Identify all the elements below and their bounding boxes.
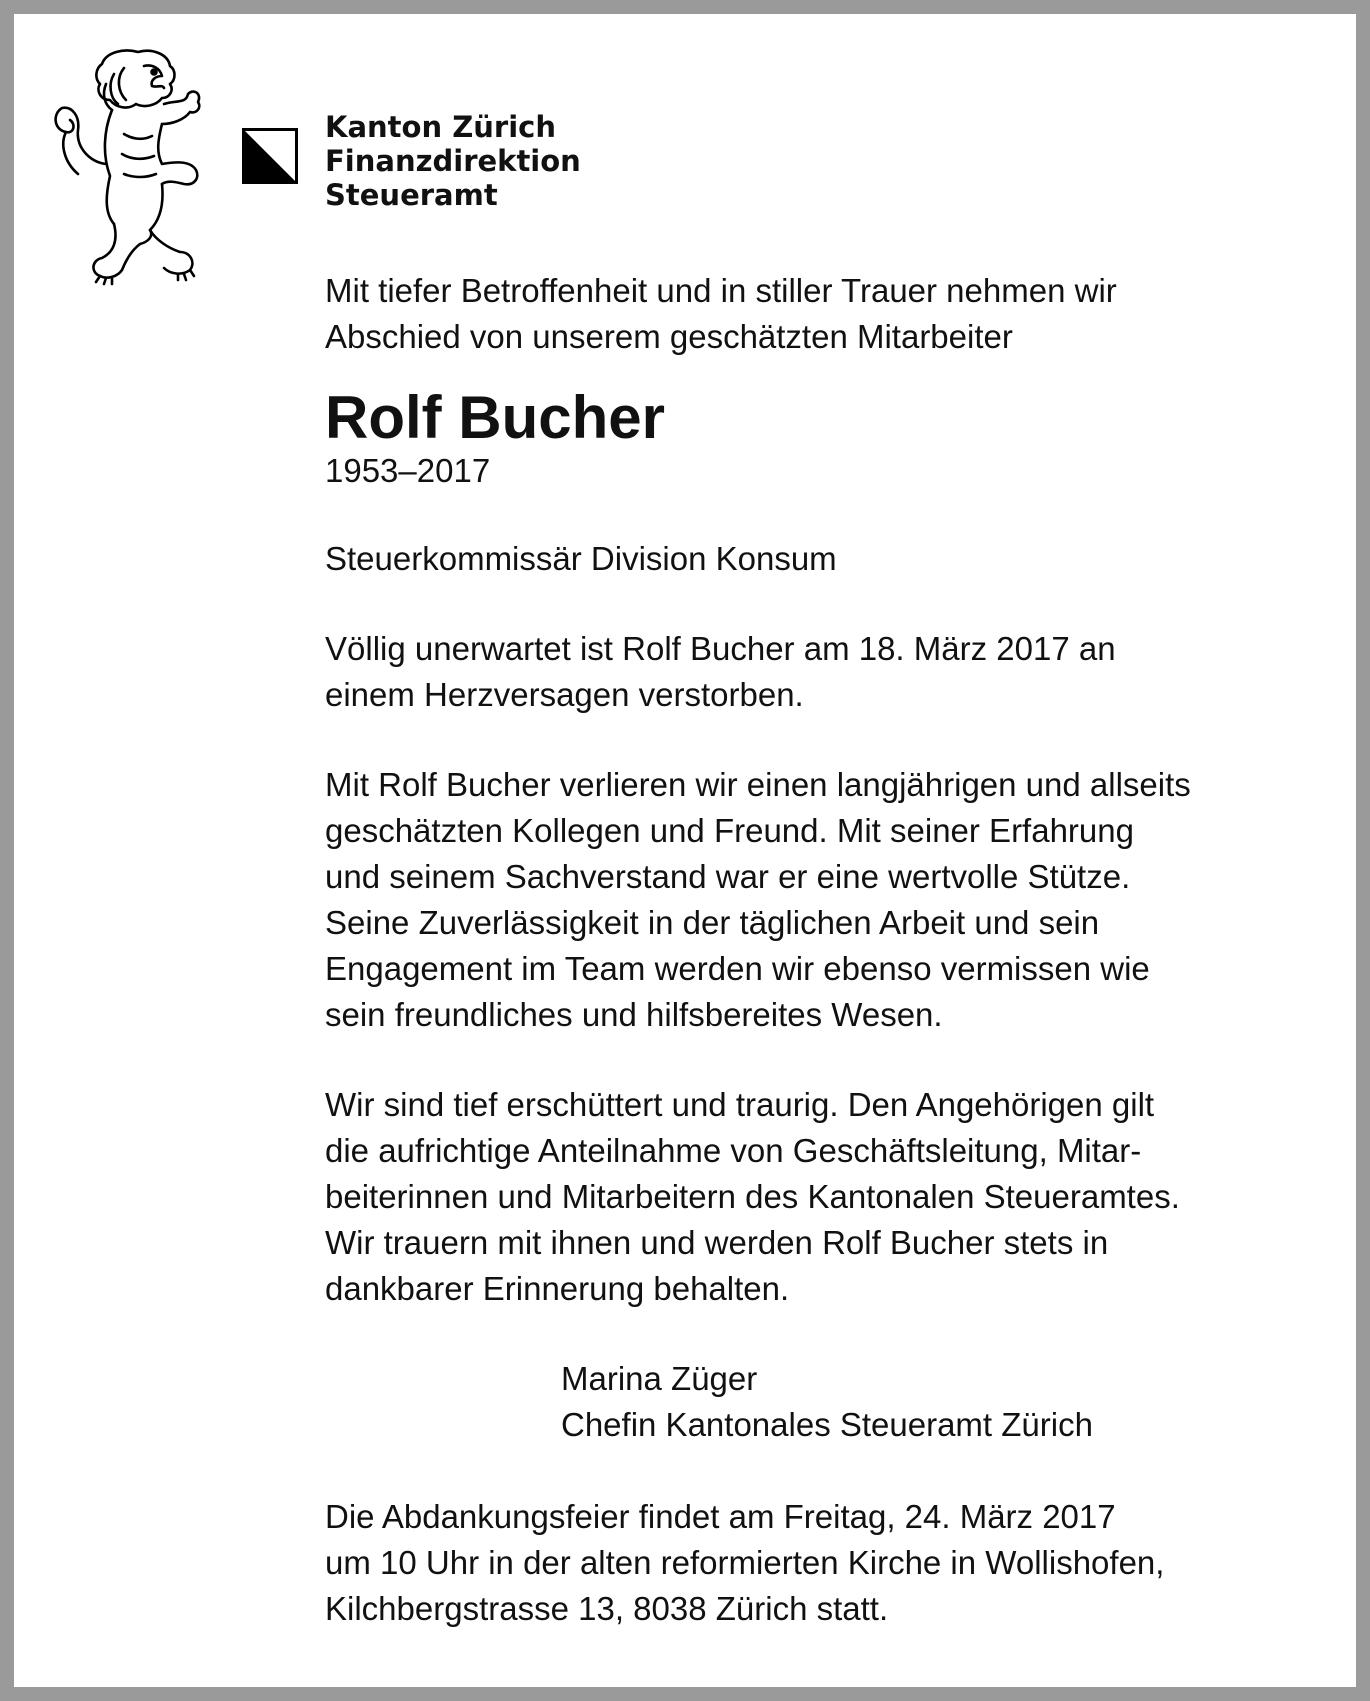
condolence-paragraph	[325, 1082, 1345, 1312]
position-title: Steuerkommissär Division Konsum	[325, 540, 837, 577]
service-paragraph	[325, 1494, 1345, 1632]
paragraph-line: einem Herzversagen verstorben.	[325, 676, 804, 713]
org-directorate: Finanzdirektion	[325, 144, 581, 178]
obituary-text	[325, 268, 1345, 1632]
obituary-page	[14, 14, 1356, 1687]
paragraph-line: Mit Rolf Bucher verlieren wir einen langjährigen und allseits	[325, 766, 1191, 803]
organization-name	[325, 110, 581, 212]
intro-line: Mit tiefer Betroffenheit und in stiller Trauer nehmen wir	[325, 272, 1117, 309]
paragraph-line: um 10 Uhr in der alten reformierten Kirche in Wollishofen,	[325, 1544, 1165, 1581]
death-paragraph	[325, 626, 1345, 718]
paragraph-line: Engagement im Team werden wir ebenso vermissen wie	[325, 950, 1150, 987]
org-office: Steueramt	[325, 178, 498, 212]
signature-name: Marina Züger	[561, 1360, 758, 1397]
org-canton: Kanton Zürich	[325, 110, 556, 144]
paragraph-line: und seinem Sachverstand war er eine wertvolle Stütze.	[325, 858, 1131, 895]
zurich-flag-icon	[242, 128, 298, 184]
tribute-paragraph	[325, 762, 1345, 1038]
paragraph-line: Seine Zuverlässigkeit in der täglichen Arbeit und sein	[325, 904, 1100, 941]
paragraph-line: sein freundliches und hilfsbereites Wesen.	[325, 996, 943, 1033]
paragraph-line: die aufrichtige Anteilnahme von Geschäftsleitung, Mitar-	[325, 1132, 1142, 1169]
paragraph-line: Völlig unerwartet ist Rolf Bucher am 18. März 2017 an	[325, 630, 1116, 667]
signature-block	[561, 1356, 1345, 1448]
paragraph-line: geschätzten Kollegen und Freund. Mit seiner Erfahrung	[325, 812, 1134, 849]
paragraph-line: Kilchbergstrasse 13, 8038 Zürich statt.	[325, 1590, 889, 1627]
paragraph-line: beiterinnen und Mitarbeitern des Kantonalen Steueramtes.	[325, 1178, 1180, 1215]
deceased-name: Rolf Bucher	[325, 384, 666, 451]
paragraph-line: dankbarer Erinnerung behalten.	[325, 1270, 790, 1307]
signature-title: Chefin Kantonales Steueramt Zürich	[561, 1406, 1093, 1443]
intro-line: Abschied von unserem geschätzten Mitarbeiter	[325, 318, 1013, 355]
zurich-lion-icon	[44, 44, 224, 292]
paragraph-line: Die Abdankungsfeier findet am Freitag, 24. März 2017	[325, 1498, 1116, 1535]
paragraph-line: Wir trauern mit ihnen und werden Rolf Bucher stets in	[325, 1224, 1109, 1261]
life-years: 1953–2017	[325, 452, 491, 489]
paragraph-line: Wir sind tief erschüttert und traurig. Den Angehörigen gilt	[325, 1086, 1155, 1123]
